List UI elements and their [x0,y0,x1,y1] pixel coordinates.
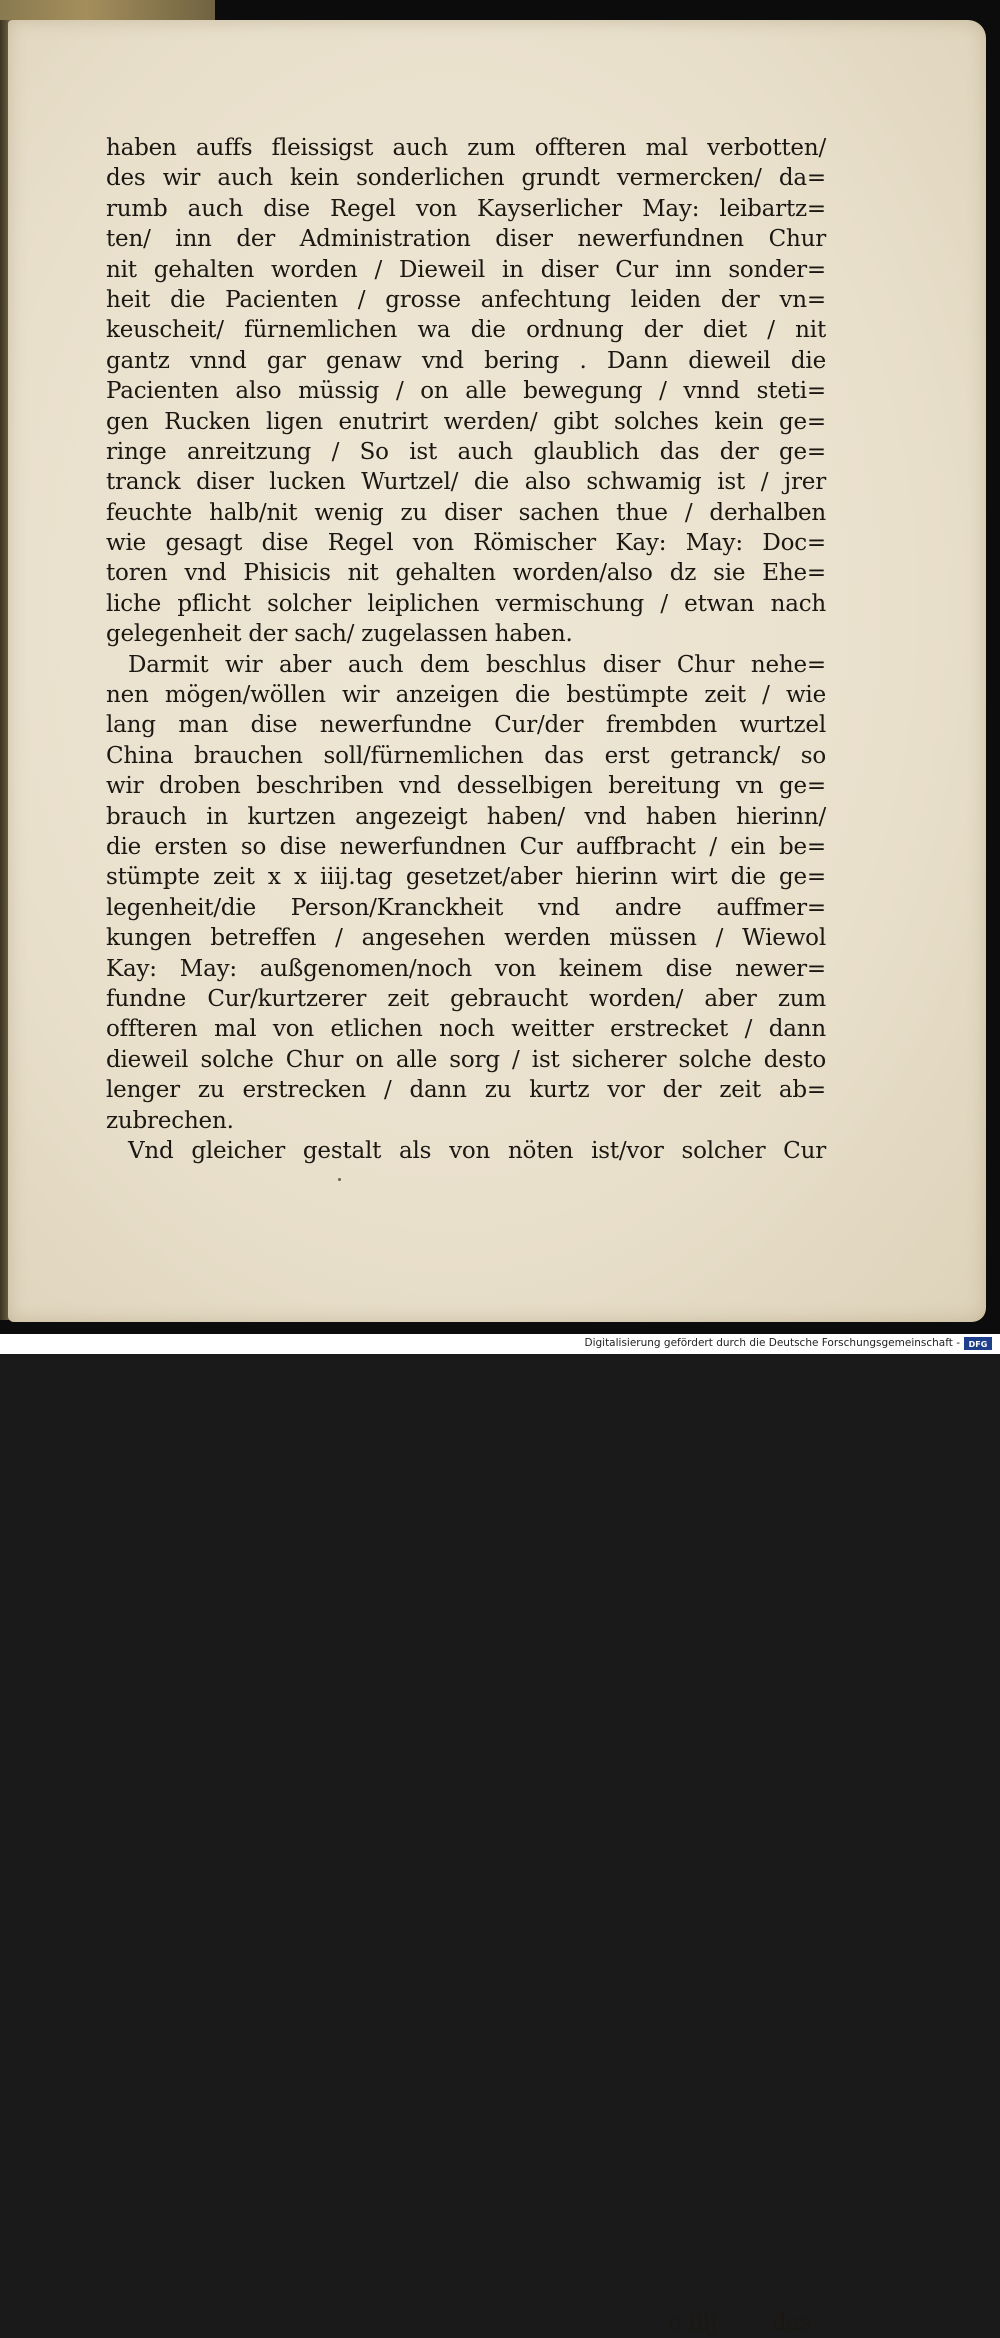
text-line: wir droben beschriben vnd desselbigen bereitung vn ge= [106,773,826,800]
text-line: Pacienten also müssig / on alle bewegung / vnnd steti= [106,378,826,405]
text-line: wie gesagt dise Regel von Römischer Kay: May: Doc= [106,530,826,557]
funding-credit: Digitalisierung gefördert durch die Deutsche Forschungsgemeinschaft - [584,1337,960,1349]
text-line: dieweil solche Chur on alle sorg / ist sicherer solche desto [106,1046,826,1073]
text-line: legenheit/die Person/Kranckheit vnd andre auffmer= [106,894,826,921]
text-line: stümpte zeit x x iiij.tag gesetzet/aber hierinn wirt die ge= [106,864,826,891]
text-line: ten/ inn der Administration diser newerfundnen Chur [106,226,826,253]
text-line: fundne Cur/kurtzerer zeit gebraucht worden/ aber zum [106,985,826,1012]
paragraph-start-line: Darmit wir aber auch dem beschlus diser Chur nehe= [128,651,826,678]
text-line: nen mögen/wöllen wir anzeigen die bestümpte zeit / wie [106,682,826,709]
text-line: lenger zu erstrecken / dann zu kurtz vor der zeit ab= [106,1077,826,1104]
binding-edge [0,0,215,20]
text-line: lang man dise newerfundne Cur/der frembden wurtzel [106,712,826,739]
text-line: China brauchen soll/fürnemlichen das erst getranck/ so [106,742,826,769]
text-line: die ersten so dise newerfundnen Cur auffbracht / ein be= [106,833,826,860]
text-line: tranck diser lucken Wurtzel/ die also schwamig ist / jrer [106,469,826,496]
text-line: brauch in kurtzen angezeigt haben/ vnd haben hierinn/ [106,803,826,830]
digitization-footer [0,1334,1000,1354]
text-line: zubrechen. [106,1107,234,1134]
text-line: feuchte halb/nit wenig zu diser sachen thue / derhalben [106,499,826,526]
text-line: nit gehalten worden / Dieweil in diser Cur inn sonder= [106,256,826,283]
ink-speck [338,1178,341,1181]
text-line: toren vnd Phisicis nit gehalten worden/also dz sie Ehe= [106,560,826,587]
page-text [106,133,826,1166]
text-line: heit die Pacienten / grosse anfechtung leiden der vn= [106,286,826,313]
dfg-logo-icon: DFG [964,1337,992,1350]
paragraph-start-line: Vnd gleicher gestalt als von nöten ist/vor solcher Cur [128,1137,826,1164]
catchword: das [771,2310,812,2336]
text-line: gelegenheit der sach/ zugelassen haben. [106,621,573,648]
text-line: haben auffs fleissigst auch zum offteren mal verbotten/ [106,135,826,161]
text-line: Kay: May: außgenomen/noch von keinem dise newer= [106,955,826,982]
text-line: gantz vnnd gar genaw vnd bering . Dann dieweil die [106,347,826,374]
text-line: liche pflicht solcher leiplichen vermischung / etwan nach [106,590,826,617]
text-line: keuscheit/ fürnemlichen wa die ordnung der diet / nit [106,317,826,344]
text-line: offteren mal von etlichen noch weitter erstrecket / dann [106,1016,826,1043]
text-line: gen Rucken ligen enutrirt werden/ gibt solches kein ge= [106,408,826,435]
text-line: des wir auch kein sonderlichen grundt vermercken/ da= [106,165,826,192]
signature-mark: c iiij [668,2310,718,2336]
text-line: kungen betreffen / angesehen werden müssen / Wiewol [106,925,826,952]
text-line: rumb auch dise Regel von Kayserlicher May: leibartz= [106,195,826,222]
text-line: ringe anreitzung / So ist auch glaublich das der ge= [106,438,826,465]
